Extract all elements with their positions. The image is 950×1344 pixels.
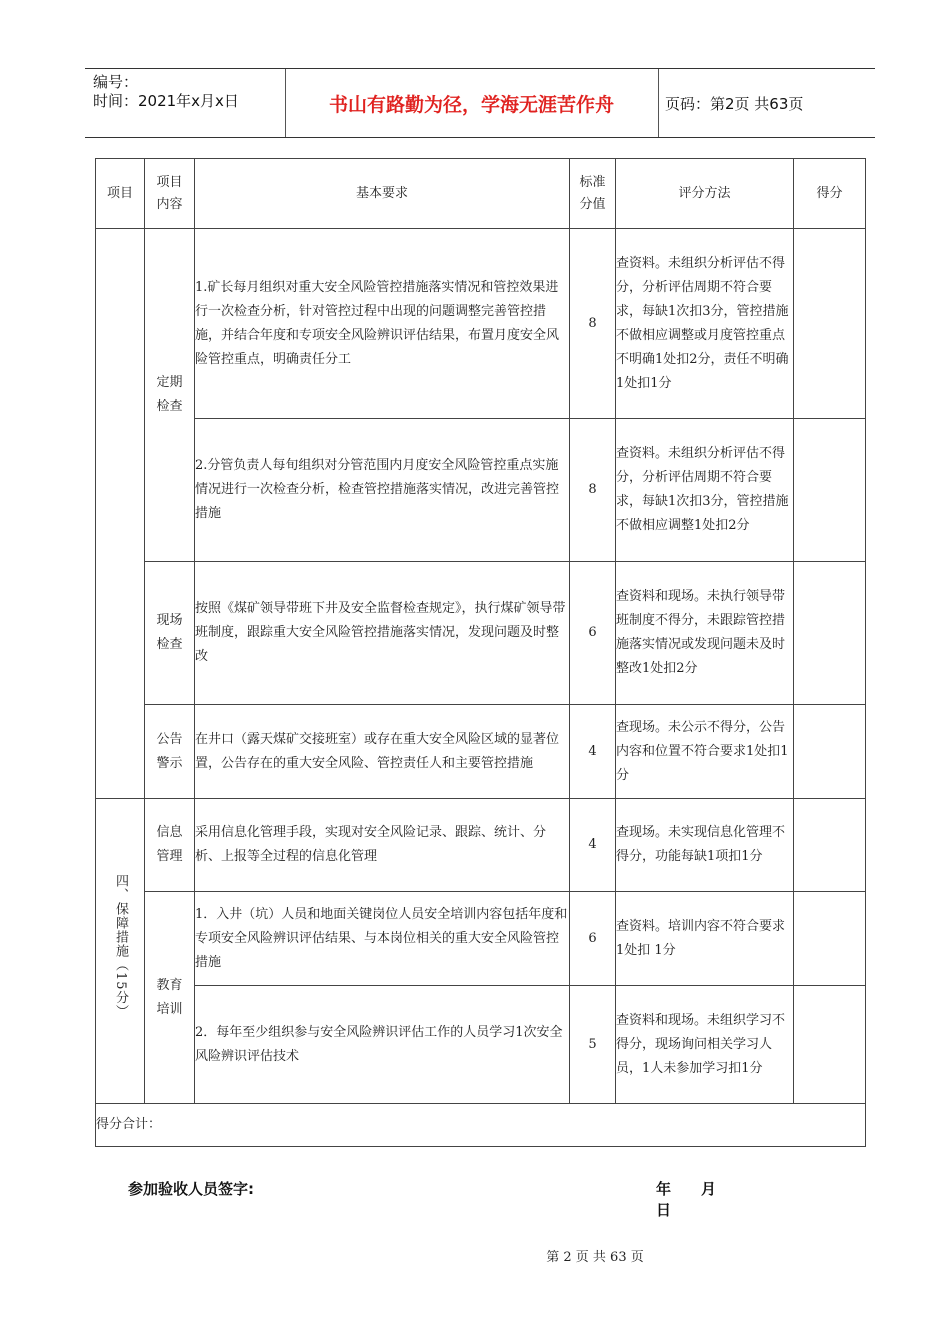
header-divider: [658, 69, 659, 137]
score-cell[interactable]: [794, 892, 866, 986]
content-cell: [145, 799, 195, 892]
group-label-cell: [96, 229, 145, 799]
col-header-content-line: 内容: [156, 196, 183, 212]
col-header-content: [145, 159, 195, 229]
method-cell: 查资料。未组织分析评估不得分，分析评估周期不符合要求，每缺1次扣3分，管控措施不做相应调整或月度管控重点不明确1处扣2分，责任不明确1处扣1分: [616, 229, 794, 419]
score-cell[interactable]: [794, 562, 866, 705]
header-left: [93, 73, 239, 111]
table-row: [96, 986, 866, 1104]
points-cell: 4: [570, 799, 616, 892]
score-cell[interactable]: [794, 229, 866, 419]
group-label-main: 四、保障措施: [113, 874, 128, 959]
content-line: 检查: [156, 637, 183, 652]
method-cell: 查现场。未公示不得分，公告内容和位置不符合要求1处扣1分: [616, 705, 794, 799]
signature-label: 参加验收人员签字:: [128, 1180, 254, 1198]
table-row: [96, 562, 866, 705]
header-motto: 书山有路勤为径，学海无涯苦作舟: [328, 93, 614, 116]
content-cell: [145, 229, 195, 562]
requirement-cell: 在井口（露天煤矿交接班室）或存在重大安全风险区域的显著位置，公告存在的重大安全风险、管控责任人和主要管控措施: [195, 705, 570, 799]
score-cell[interactable]: [794, 986, 866, 1104]
content-cell: [145, 562, 195, 705]
method-cell: 查资料。培训内容不符合要求1处扣 1分: [616, 892, 794, 986]
date-day: 日: [656, 1201, 672, 1219]
page-header: [85, 68, 875, 138]
col-header-points-line: 分值: [579, 196, 606, 212]
method-cell: 查资料和现场。未执行领导带班制度不得分，未跟踪管控措施落实情况或发现问题未及时整改1处扣2分: [616, 562, 794, 705]
content-line: 教育: [156, 977, 183, 993]
col-header-points-line: 标准: [579, 174, 606, 190]
content-line: 定期: [156, 375, 183, 390]
score-cell[interactable]: [794, 419, 866, 562]
col-header-points: [570, 159, 616, 229]
total-row: [96, 1104, 866, 1147]
content-line: 警示: [156, 755, 183, 771]
requirement-cell: 2.分管负责人每旬组织对分管范围内月度安全风险管控重点实施情况进行一次检查分析，检查管控措施落实情况，改进完善管控措施: [195, 419, 570, 562]
evaluation-table: [95, 158, 866, 1147]
points-cell: 5: [570, 986, 616, 1104]
content-line: 现场: [156, 613, 183, 628]
method-cell: 查资料。未组织分析评估不得分，分析评估周期不符合要求，每缺1次扣3分，管控措施不做相应调整1处扣2分: [616, 419, 794, 562]
content-cell: [145, 892, 195, 1104]
requirement-cell: 1．入井（坑）人员和地面关键岗位人员安全培训内容包括年度和专项安全风险辨识评估结果、与本岗位相关的重大安全风险管控措施: [195, 892, 570, 986]
points-cell: 6: [570, 562, 616, 705]
doc-time-label: 时间：2021年x月x日: [93, 92, 239, 110]
score-cell[interactable]: [794, 705, 866, 799]
table-row: [96, 892, 866, 986]
content-line: 公告: [156, 731, 183, 747]
page-footer: 第 2 页 共 63 页: [546, 1250, 644, 1265]
table-row: [96, 229, 866, 419]
group-label-cell: [96, 799, 145, 1104]
table-row: [96, 705, 866, 799]
points-cell: 4: [570, 705, 616, 799]
col-header-content-line: 项目: [156, 174, 183, 190]
content-line: 培训: [156, 1001, 183, 1017]
requirement-cell: 1.矿长每月组织对重大安全风险管控措施落实情况和管控效果进行一次检查分析，针对管控过程中出现的问题调整完善管控措施，并结合年度和专项安全风险辨识评估结果，布置月度安全风险管控重点，明确责任分工: [195, 229, 570, 419]
requirement-cell: 2．每年至少组织参与安全风险辨识评估工作的人员学习1次安全风险辨识评估技术: [195, 986, 570, 1104]
points-cell: 8: [570, 229, 616, 419]
col-header-method: 评分方法: [616, 159, 794, 229]
points-cell: 8: [570, 419, 616, 562]
content-line: 管理: [156, 849, 183, 864]
table-row: [96, 419, 866, 562]
signature-line: [128, 1178, 778, 1219]
requirement-cell: 按照《煤矿领导带班下井及安全监督检查规定》，执行煤矿领导带班制度，跟踪重大安全风险管控措施落实情况，发现问题及时整改: [195, 562, 570, 705]
total-score-label: 得分合计：: [96, 1104, 866, 1147]
content-cell: [145, 705, 195, 799]
table-header-row: [96, 159, 866, 229]
date-year: 年: [656, 1180, 672, 1198]
header-page-label: 页码：第2页 共63页: [665, 94, 804, 113]
group-label-text: [108, 874, 132, 1019]
method-cell: 查资料和现场。未组织学习不得分，现场询问相关学习人员，1人未参加学习扣1分: [616, 986, 794, 1104]
col-header-item: 项目: [96, 159, 145, 229]
requirement-cell: 采用信息化管理手段，实现对安全风险记录、跟踪、统计、分析、上报等全过程的信息化管理: [195, 799, 570, 892]
method-cell: 查现场。未实现信息化管理不得分，功能每缺1项扣1分: [616, 799, 794, 892]
content-line: 检查: [156, 399, 183, 414]
date-month: 月: [701, 1180, 717, 1198]
col-header-requirement: 基本要求: [195, 159, 570, 229]
group-label-points: （15分）: [113, 958, 128, 1019]
signature-date: [656, 1178, 778, 1220]
col-header-score: 得分: [794, 159, 866, 229]
doc-code-label: 编号：: [93, 73, 139, 91]
points-cell: 6: [570, 892, 616, 986]
table-row: [96, 799, 866, 892]
score-cell[interactable]: [794, 799, 866, 892]
content-line: 信息: [156, 825, 183, 840]
